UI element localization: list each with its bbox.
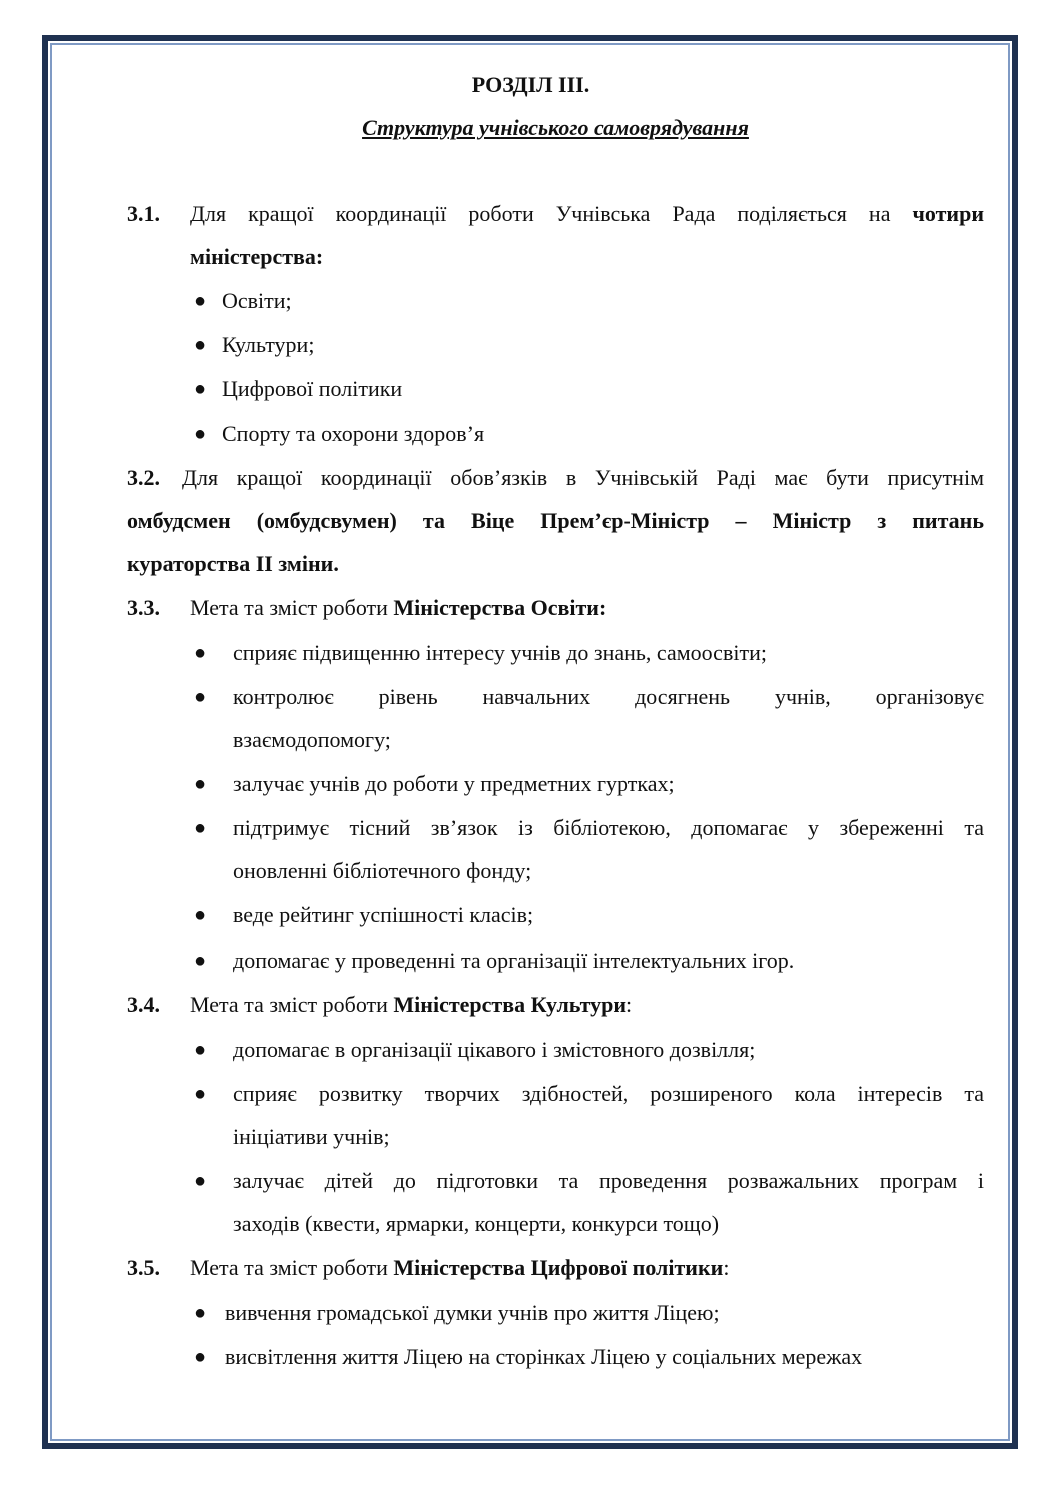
list-item: висвітлення життя Ліцею на сторінках Ліцею у соціальних мережах: [225, 1344, 863, 1369]
list-item: сприяє розвитку творчих здібностей, розширеного кола інтересів та: [233, 1081, 984, 1106]
bullet-icon: ●: [194, 642, 207, 664]
bullet-icon: ●: [194, 1083, 207, 1105]
bullet-icon: ●: [194, 423, 207, 445]
section-title: РОЗДІЛ ІІІ.: [471, 72, 590, 97]
section-subtitle: Структура учнівського самоврядування: [362, 115, 749, 140]
list-item: підтримує тісний зв’язок із бібліотекою, допомагає у збереженні та: [233, 815, 984, 840]
clause-number-3-3: 3.3.: [127, 595, 160, 620]
clause-number-3-2: 3.2.: [127, 465, 160, 490]
list-item: вивчення громадської думки учнів про життя Ліцею;: [225, 1300, 720, 1325]
list-item: Освіти;: [222, 288, 292, 313]
clause-3-4-heading: Мета та зміст роботи Міністерства Культури:: [190, 992, 633, 1017]
bullet-icon: ●: [194, 1346, 207, 1368]
list-item: Спорту та охорони здоров’я: [222, 421, 485, 446]
clause-3-1-line1: Для кращої координації роботи Учнівська Рада поділяється на чотири: [190, 201, 985, 226]
list-item-continuation: оновленні бібліотечного фонду;: [233, 858, 532, 883]
list-item-continuation: ініціативи учнів;: [233, 1124, 390, 1149]
bullet-icon: ●: [194, 1039, 207, 1061]
bullet-icon: ●: [194, 686, 207, 708]
clause-3-5-heading: Мета та зміст роботи Міністерства Цифрової політики:: [190, 1255, 730, 1280]
clause-number-3-5: 3.5.: [127, 1255, 160, 1280]
clause-number-3-1: 3.1.: [127, 201, 160, 226]
clause-3-2-line3: кураторства ІІ зміни.: [127, 551, 339, 576]
bullet-icon: ●: [194, 1170, 207, 1192]
clause-3-2-line1: Для кращої координації обов’язків в Учнівській Раді має бути присутнім: [182, 465, 984, 490]
clause-3-3-heading: Мета та зміст роботи Міністерства Освіти:: [190, 595, 607, 620]
bullet-icon: ●: [194, 334, 207, 356]
bullet-icon: ●: [194, 1302, 207, 1324]
list-item: Цифрової політики: [222, 376, 403, 401]
list-item: контролює рівень навчальних досягнень учнів, організовує: [233, 684, 984, 709]
list-item: сприяє підвищенню інтересу учнів до знань, самоосвіти;: [233, 640, 767, 665]
list-item-continuation: взаємодопомогу;: [233, 727, 391, 752]
list-item: Культури;: [222, 332, 315, 357]
clause-3-2-line2: омбудсмен (омбудсвумен) та Віце Прем’єр-Міністр – Міністр з питань: [127, 508, 984, 533]
list-item: залучає дітей до підготовки та проведення розважальних програм і: [233, 1168, 984, 1193]
list-item: залучає учнів до роботи у предметних гуртках;: [233, 771, 675, 796]
list-item-continuation: заходів (квести, ярмарки, концерти, конкурси тощо): [233, 1211, 720, 1236]
bullet-icon: ●: [194, 817, 207, 839]
list-item: допомагає в організації цікавого і змістовного дозвілля;: [233, 1037, 756, 1062]
bullet-icon: ●: [194, 950, 207, 972]
list-item: веде рейтинг успішності класів;: [233, 902, 534, 927]
bullet-icon: ●: [194, 290, 207, 312]
list-item: допомагає у проведенні та організації інтелектуальних ігор.: [233, 948, 795, 973]
clause-3-1-line2: міністерства:: [190, 244, 324, 269]
bullet-icon: ●: [194, 773, 207, 795]
clause-number-3-4: 3.4.: [127, 992, 160, 1017]
bullet-icon: ●: [194, 904, 207, 926]
bullet-icon: ●: [194, 378, 207, 400]
